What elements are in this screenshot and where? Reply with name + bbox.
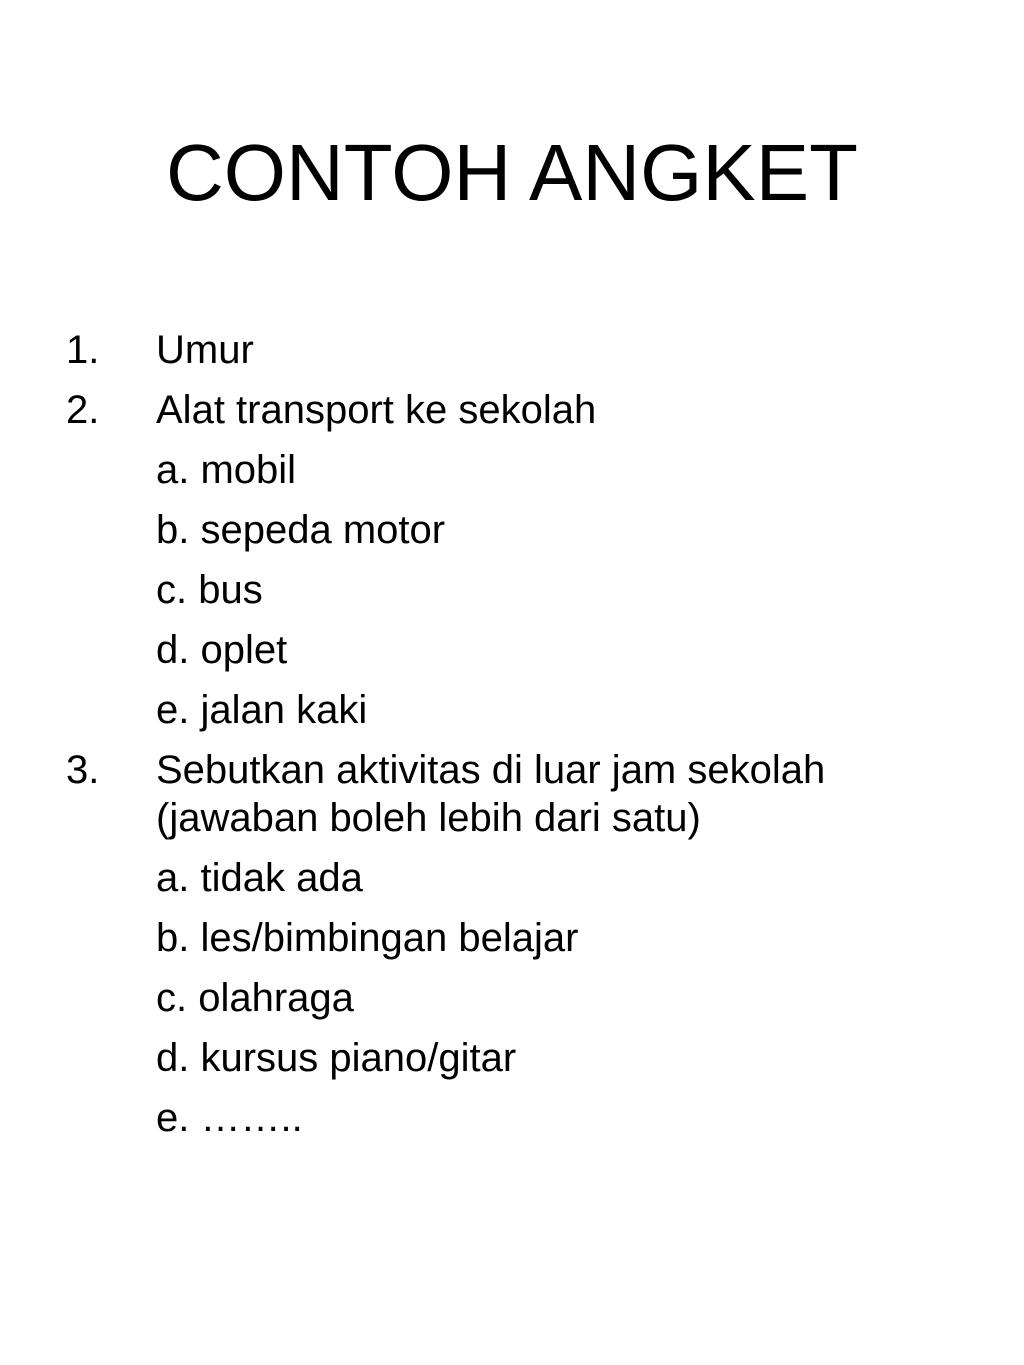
question-3	[66, 740, 966, 848]
question-text	[156, 740, 966, 848]
slide-title: CONTOH ANGKET	[166, 128, 858, 217]
option-item: b. les/bimbingan belajar	[156, 916, 579, 960]
question-number: 2.	[66, 388, 100, 432]
question-number: 3.	[66, 748, 100, 792]
question-text: Alat transport ke sekolah	[156, 388, 597, 432]
question-2	[66, 380, 966, 440]
option-item: a. tidak ada	[156, 856, 363, 900]
option-item: d. oplet	[156, 628, 288, 672]
option-item: b. sepeda motor	[156, 508, 446, 552]
question-text-line: Sebutkan aktivitas di luar jam sekolah	[156, 748, 826, 792]
option-item: a. mobil	[156, 448, 297, 492]
question-text: Umur	[156, 328, 254, 372]
question-list	[66, 320, 966, 1148]
option-item: e. jalan kaki	[156, 688, 368, 732]
question-1	[66, 320, 966, 380]
question-text-line: (jawaban boleh lebih dari satu)	[156, 796, 701, 840]
option-item: d. kursus piano/gitar	[156, 1036, 517, 1080]
question-number: 1.	[66, 328, 100, 372]
option-item: c. olahraga	[156, 976, 354, 1020]
option-item: c. bus	[156, 568, 263, 612]
option-item: e. ……..	[156, 1096, 303, 1140]
